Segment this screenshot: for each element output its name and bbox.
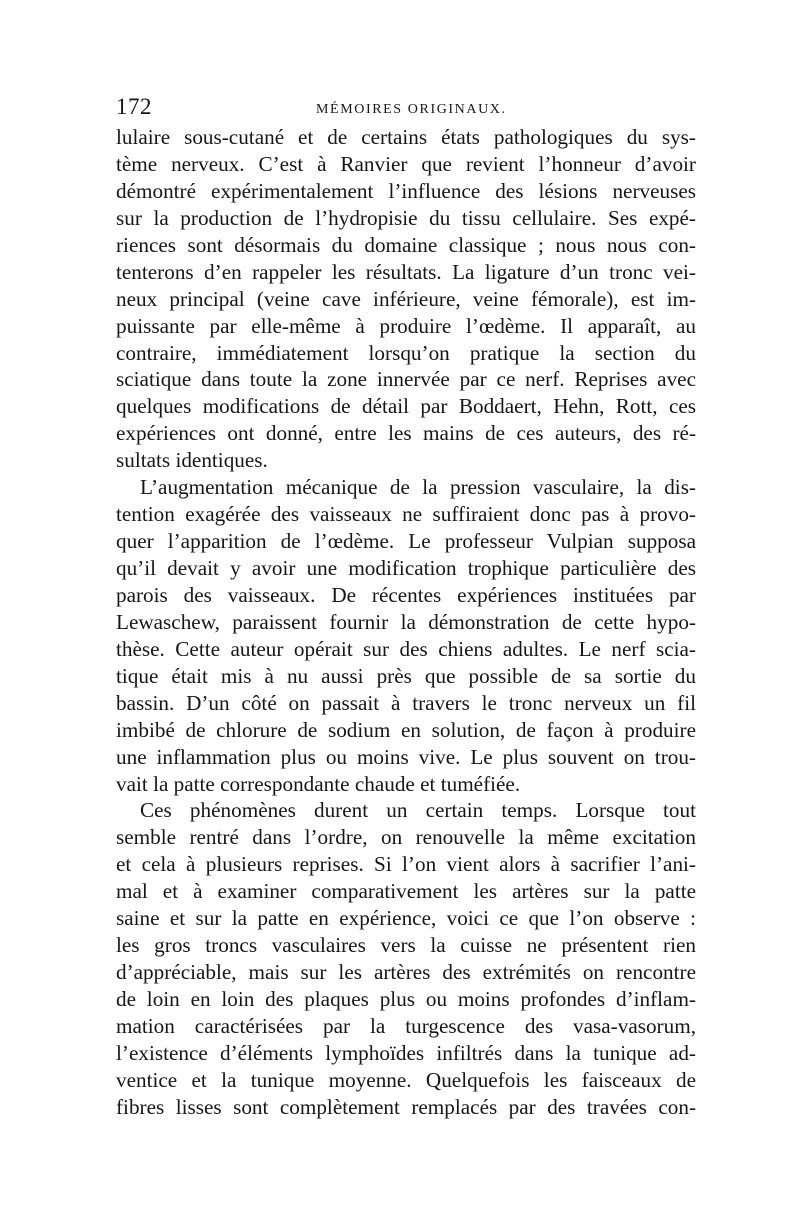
text-line: l’existence d’éléments lymphoïdes infiltrés dans la tunique ad- (116, 1040, 696, 1065)
text-line: tème nerveux. C’est à Ranvier que revient l’honneur d’avoir (116, 151, 696, 176)
text-line: fibres lisses sont complètement remplacés par des travées con- (116, 1094, 696, 1119)
text-line: quer l’apparition de l’œdème. Le professeur Vulpian supposa (116, 529, 696, 554)
text-line: qu’il devait y avoir une modification trophique particulière des (116, 556, 696, 580)
text-line: vait la patte correspondante chaude et tuméfiée. (116, 771, 521, 796)
text-line: d’appréciable, mais sur les artères des extrémités on rencontre (116, 960, 696, 985)
text-line: semble rentré dans l’ordre, on renouvelle la même excitation (116, 825, 696, 850)
text-line: mal et à examiner comparativement les artères sur la patte (116, 879, 696, 904)
page-header (116, 94, 696, 124)
body-text (116, 124, 696, 1121)
text-line: tention exagérée des vaisseaux ne suffiraient donc pas à provo- (116, 502, 696, 527)
text-line: ventice et la tunique moyenne. Quelquefois les faisceaux de (116, 1067, 696, 1092)
page-number: 172 (116, 94, 152, 119)
text-line: de loin en loin des plaques plus ou moins profondes d’inflam- (116, 987, 696, 1011)
text-line: tenterons d’en rappeler les résultats. La ligature d’un tronc vei- (116, 259, 696, 284)
text-line: tique était mis à nu aussi près que possible de sa sortie du (116, 663, 696, 688)
text-line: et cela à plusieurs reprises. Si l’on vient alors à sacrifier l’ani- (116, 852, 696, 877)
text-line: les gros troncs vasculaires vers la cuisse ne présentent rien (116, 933, 696, 958)
text-line: riences sont désormais du domaine classique ; nous nous con- (116, 232, 696, 257)
text-line: puissante par elle-même à produire l’œdème. Il apparaît, au (116, 313, 696, 338)
running-head: MÉMOIRES ORIGINAUX. (316, 102, 507, 117)
text-line: sciatique dans toute la zone innervée par ce nerf. Reprises avec (116, 367, 696, 392)
text-line: L’augmentation mécanique de la pression vasculaire, la dis- (140, 475, 696, 500)
text-line: sultats identiques. (116, 448, 268, 473)
text-line: Ces phénomènes durent un certain temps. Lorsque tout (140, 798, 696, 823)
text-line: expériences ont donné, entre les mains de ces auteurs, des ré- (116, 421, 696, 446)
text-line: Lewaschew, paraissent fournir la démonstration de cette hypo- (116, 609, 696, 634)
text-line: mation caractérisées par la turgescence des vasa-vasorum, (116, 1013, 696, 1038)
text-line: saine et sur la patte en expérience, voici ce que l’on observe : (116, 906, 696, 931)
text-line: sur la production de l’hydropisie du tissu cellulaire. Ses expé- (116, 205, 696, 230)
text-line: imbibé de chlorure de sodium en solution, de façon à produire (116, 717, 696, 742)
text-line: quelques modifications de détail par Boddaert, Hehn, Rott, ces (116, 394, 696, 419)
text-line: parois des vaisseaux. De récentes expériences instituées par (116, 582, 696, 607)
text-line: thèse. Cette auteur opérait sur des chiens adultes. Le nerf scia- (116, 636, 696, 661)
text-line: une inflammation plus ou moins vive. Le plus souvent on trou- (116, 744, 696, 769)
text-line: neux principal (veine cave inférieure, veine fémorale), est im- (116, 286, 696, 311)
text-line: contraire, immédiatement lorsqu’on pratique la section du (116, 340, 696, 365)
text-line: bassin. D’un côté on passait à travers le tronc nerveux un fil (116, 690, 696, 715)
text-line: lulaire sous-cutané et de certains états pathologiques du sys- (116, 125, 696, 149)
text-line: démontré expérimentalement l’influence des lésions nerveuses (116, 178, 696, 203)
